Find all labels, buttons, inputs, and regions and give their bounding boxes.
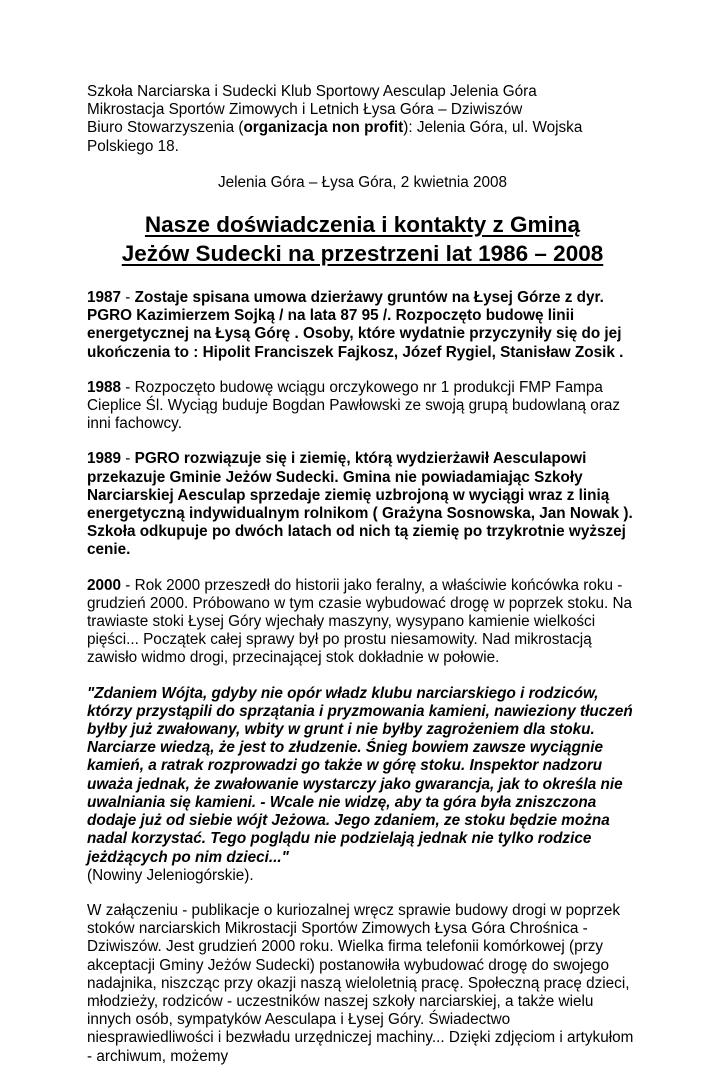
entry-separator: -	[121, 378, 135, 396]
entry-year: 1988	[87, 378, 122, 396]
newspaper-quote	[87, 685, 638, 885]
title-line-1: Nasze doświadczenia i kontakty z Gminą	[144, 212, 581, 238]
entry-text: Rok 2000 przeszedł do historii jako feralny, a właściwie końcówka roku - grudzień 2000. Próbowano w tym czasie wybudować drogę w poprzek stoku. Na trawiaste stoki Łysej Góry wjechały maszyny, wysypano kamienie wielkości pięści... Początek całej sprawy był po prostu niesamowity. Nad mikrostacją zawisło widmo drogi, przecinającej stok dokładnie w połowie.	[87, 576, 633, 667]
header-line-1: Szkoła Narciarska i Sudecki Klub Sportowy Aesculap Jelenia Góra	[87, 83, 537, 100]
entry-separator: -	[121, 289, 135, 307]
organization-header	[87, 83, 638, 156]
entry-text: Zostaje spisana umowa dzierżawy gruntów na Łysej Górze z dyr. PGRO Kazimierzem Sojką / na lata 87 95 /. Rozpoczęto budowę linii energetycznej na Łysą Górę . Osoby, które wydatnie przyczyniły się do jej ukończenia to : Hipolit Franciszek Fajkosz, Józef Rygiel, Stanisław Zosik .	[87, 289, 624, 361]
entry-separator: -	[121, 576, 135, 594]
header-line-3-prefix: Biuro Stowarzyszenia (	[87, 119, 244, 137]
quote-source: (Nowiny Jeleniogórskie).	[87, 866, 254, 884]
entry-year: 2000	[87, 576, 122, 594]
entry-year: 1987	[87, 289, 122, 307]
entry-separator: -	[121, 450, 135, 468]
title-line-2: Jeżów Sudecki na przestrzeni lat 1986 – 2008	[121, 241, 604, 267]
entry-text: Rozpoczęto budowę wciągu orczykowego nr 1 produkcji FMP Fampa Cieplice Śl. Wyciąg buduje Bogdan Pawłowski ze swoją grupą budowlaną oraz inni fachowcy.	[87, 378, 621, 433]
document-title	[87, 210, 638, 268]
entry-1987	[87, 289, 638, 362]
entry-2000	[87, 577, 638, 668]
header-line-3	[87, 119, 638, 155]
header-line-2: Mikrostacja Sportów Zimowych i Letnich Łysa Góra – Dziwiszów	[87, 101, 523, 119]
entry-text: PGRO rozwiązuje się i ziemię, którą wydzierżawił Aesculapowi przekazuje Gminie Jeżów Sudecki. Gmina nie powiadamiając Szkoły Narciarskiej Aesculap sprzedaje ziemię uzbrojoną w wyciągi wraz z linią energetyczną indywidualnym rolnikom ( Grażyna Sosnowska, Jan Nowak ). Szkoła odkupuje po dwóch latach od nich tą ziemię po trzykrotnie wyższej cenie.	[87, 450, 633, 559]
non-profit-label: organizacja non profit	[243, 119, 404, 137]
header-line-3-suffix: ): Jelenia Góra, ul. Wojska Polskiego 18.	[87, 119, 583, 155]
entry-1988	[87, 379, 638, 434]
entry-year: 1989	[87, 450, 122, 468]
quote-text: "Zdaniem Wójta, gdyby nie opór władz klubu narciarskiego i rodziców, którzy przystąpili do sprzątania i pryzmowania kamieni, nawieziony tłuczeń byłby już zwałowany, wbity w grunt i nie byłby zagrożeniem dla stoku. Narciarze wiedzą, że jest to złudzenie. Śnieg bowiem zawsze wyciągnie kamień, a ratrak rozprowadzi go także w górę stoku. Inspektor nadzoru uważa jednak, że zwałowanie wystarczy jako gwarancja, jak to określa nie uwalniania się kamieni. - Wcale nie widzę, aby ta góra była zniszczona dodaje już od siebie wójt Jeżowa. Jego zdaniem, ze stoku będzie można nadal korzystać. Tego poglądu nie podzielają jednak nie tylko rodzice jeżdżących po nim dzieci..."	[87, 684, 633, 866]
date-line: Jelenia Góra – Łysa Góra, 2 kwietnia 2008	[217, 173, 508, 191]
closing-paragraph: W załączeniu - publikacje o kuriozalnej wręcz sprawie budowy drogi w poprzek stoków narciarskich Mikrostacji Sportów Zimowych Łysa Góra Chrośnica - Dziwiszów. Jest grudzień 2000 roku. Wielka firma telefonii komórkowej (przy akceptacji Gminy Jeżów Sudecki) postanowiła wybudować drogę do swojego nadajnika, niszcząc przy okazji naszą wieloletnią pracę. Społeczną pracę dzieci, młodzieży, rodziców - uczestników naszej szkoły narciarskiej, a także wielu innych osób, sympatyków Aesculapa i Łysej Góry. Świadectwo niesprawiedliwości i bezwładu urzędniczej machiny... Dzięki zdjęciom i artykułom - archiwum, możemy	[87, 901, 634, 1065]
entry-1989	[87, 450, 638, 559]
